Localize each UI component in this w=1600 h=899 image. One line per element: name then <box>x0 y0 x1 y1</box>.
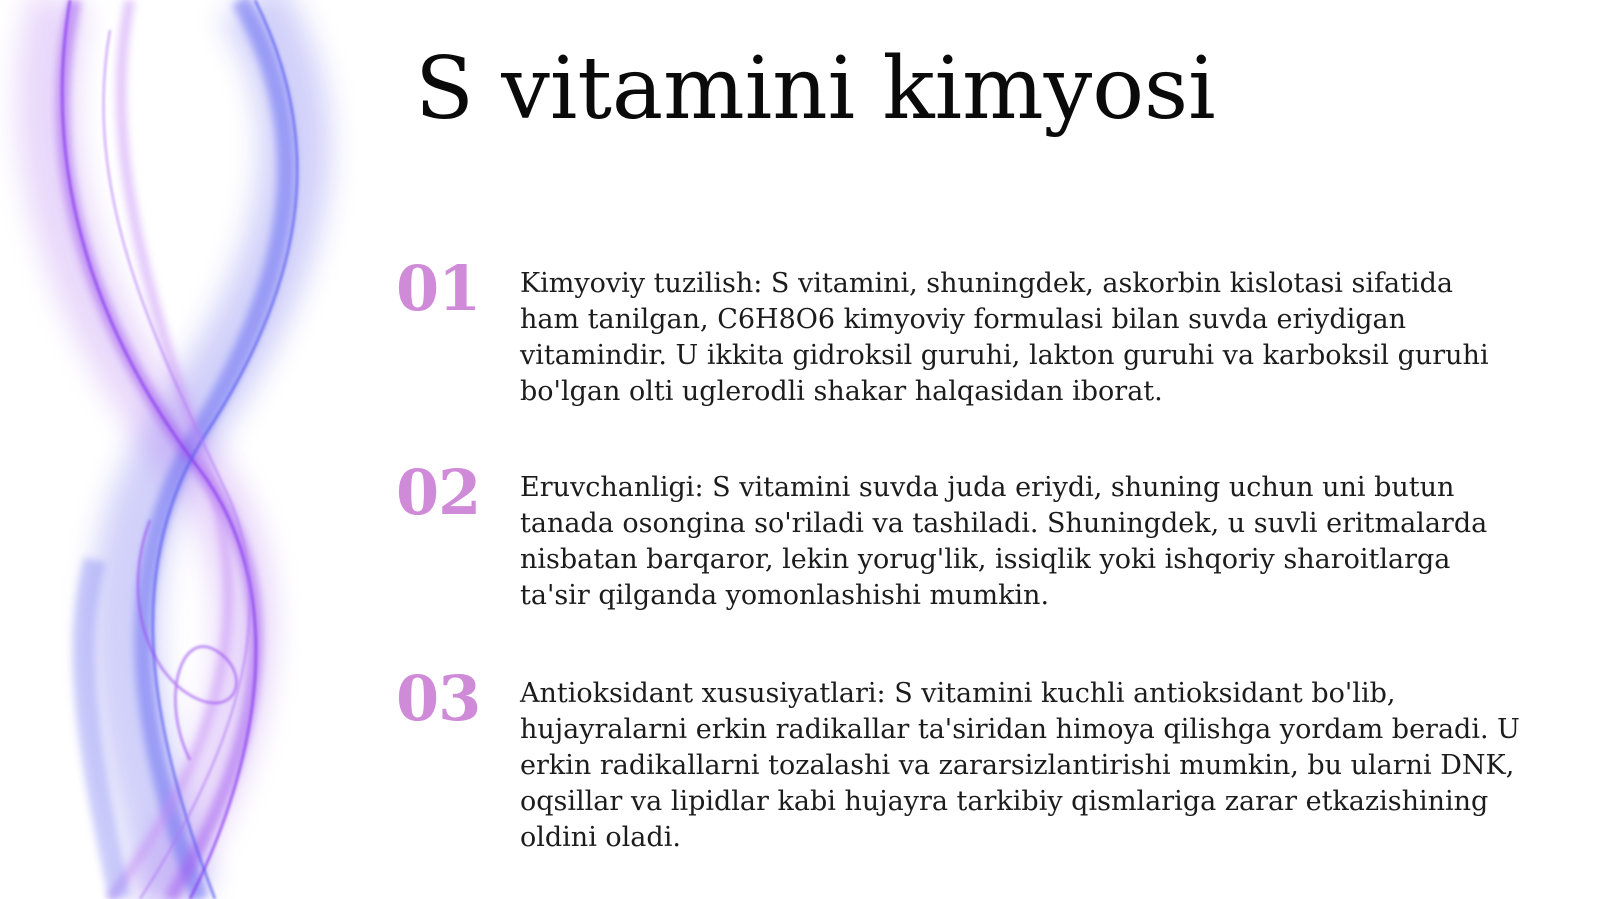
item-number: 01 <box>396 252 481 325</box>
slide-title: S vitamini kimyosi <box>415 39 1216 139</box>
item-text: Antioksidant xususiyatlari: S vitamini kuchli antioksidant bo'lib, hujayralarni erkin radikallar ta'siridan himoya qilishga yordam beradi. U erkin radikallarni tozalashi va zararsizlantirishi mumkin, bu ularni DNK, oqsillar va lipidlar kabi hujayra tarkibiy qismlariga zarar etkazishining oldini oladi. <box>520 678 1520 853</box>
item-text: Kimyoviy tuzilish: S vitamini, shuningdek, askorbin kislotasi sifatida ham tanilgan, C6H8O6 kimyoviy formulasi bilan suvda eriydigan vitamindir. U ikkita gidroksil guruhi, lakton guruhi va karboksil guruhi bo'lgan olti uglerodli shakar halqasidan iborat. <box>520 268 1489 407</box>
purple-smoke-decoration <box>0 0 380 899</box>
item-text: Eruvchanligi: S vitamini suvda juda eriydi, shuning uchun uni butun tanada osongina so'riladi va tashiladi. Shuningdek, u suvli eritmalarda nisbatan barqaror, lekin yorug'lik, issiqlik yoki ishqoriy sharoitlarga ta'sir qilganda yomonlashishi mumkin. <box>520 472 1488 611</box>
item-number: 03 <box>396 662 481 735</box>
item-number: 02 <box>396 456 481 529</box>
